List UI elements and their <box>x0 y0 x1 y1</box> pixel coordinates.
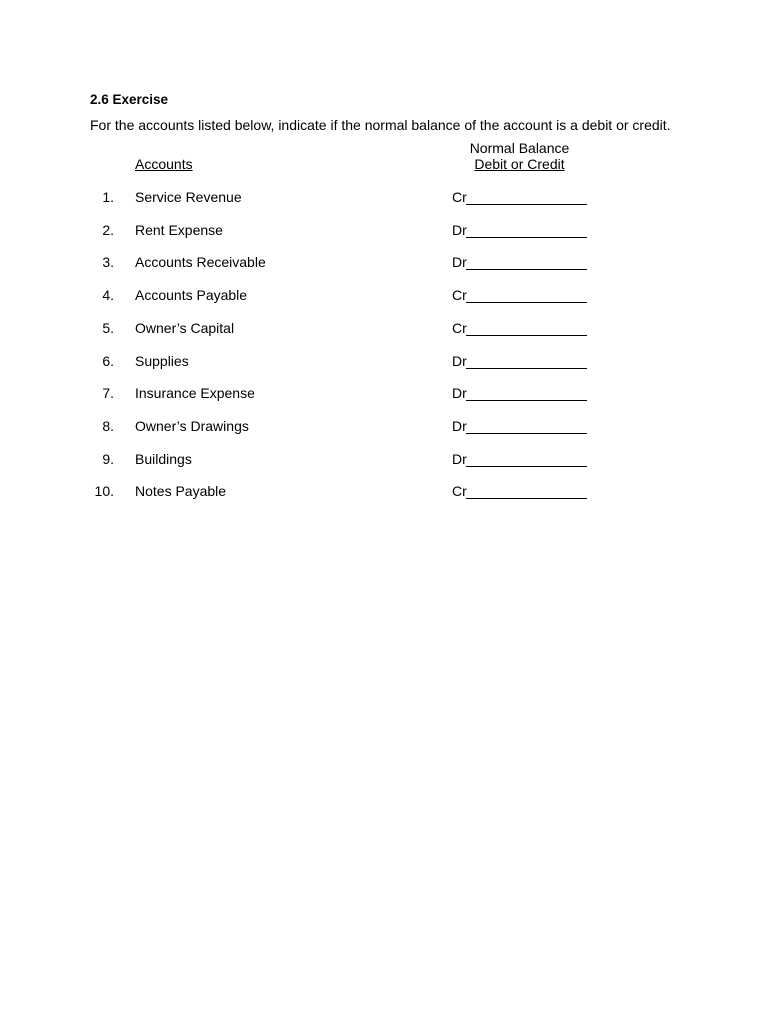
row-number: 6. <box>102 352 114 369</box>
balance-answer: Dr <box>452 221 467 238</box>
exercise-title: 2.6 Exercise <box>90 92 169 107</box>
balance-answer: Cr <box>452 189 467 205</box>
debit-or-credit-label: Debit or Credit <box>474 156 565 172</box>
balance-answer: Dr <box>452 352 467 369</box>
answer-blank-line <box>466 466 587 467</box>
balance-answer: Cr <box>452 319 467 336</box>
answer-blank-line <box>466 400 587 401</box>
normal-balance-header: Normal Balance <box>469 140 570 156</box>
accounts-column-header: Accounts <box>135 156 193 172</box>
account-row <box>0 287 768 307</box>
answer-blank-line <box>466 335 587 336</box>
account-row <box>0 353 768 373</box>
row-number: 8. <box>102 417 114 434</box>
answer-blank-line <box>466 269 587 270</box>
account-name: Owner’s Drawings <box>135 417 249 434</box>
account-name: Notes Payable <box>135 483 227 500</box>
row-number: 9. <box>102 450 114 467</box>
answer-blank-line <box>466 498 587 499</box>
account-row <box>0 483 768 503</box>
account-row <box>0 451 768 471</box>
account-row <box>0 254 768 274</box>
account-row <box>0 385 768 405</box>
row-number: 1. <box>102 189 114 205</box>
account-name: Accounts Receivable <box>135 254 266 271</box>
account-name: Buildings <box>135 450 192 467</box>
balance-answer: Dr <box>452 385 467 402</box>
answer-blank-line <box>466 302 587 303</box>
account-row <box>0 189 768 209</box>
answer-blank-line <box>466 368 587 369</box>
exercise-instructions: For the accounts listed below, indicate if the normal balance of the account is a debit or credit. <box>90 117 671 133</box>
row-number: 7. <box>102 385 114 402</box>
answer-blank-line <box>466 237 587 238</box>
balance-answer: Dr <box>452 254 467 271</box>
account-name: Owner’s Capital <box>135 319 235 336</box>
balance-answer: Cr <box>452 287 467 304</box>
balance-answer: Dr <box>452 417 467 434</box>
account-row <box>0 320 768 340</box>
answer-blank-line <box>466 433 587 434</box>
answer-blank-line <box>466 204 587 205</box>
row-number: 4. <box>102 287 114 304</box>
row-number: 3. <box>102 254 114 271</box>
account-row <box>0 418 768 438</box>
account-row <box>0 222 768 242</box>
balance-answer: Cr <box>452 483 467 500</box>
account-name: Accounts Payable <box>135 287 248 304</box>
account-name: Service Revenue <box>135 189 242 205</box>
account-name: Insurance Expense <box>135 385 255 402</box>
row-number: 10. <box>94 483 114 500</box>
row-number: 5. <box>102 319 114 336</box>
balance-answer: Dr <box>452 450 467 467</box>
row-number: 2. <box>102 221 114 238</box>
account-name: Supplies <box>135 352 189 369</box>
account-name: Rent Expense <box>135 221 223 238</box>
